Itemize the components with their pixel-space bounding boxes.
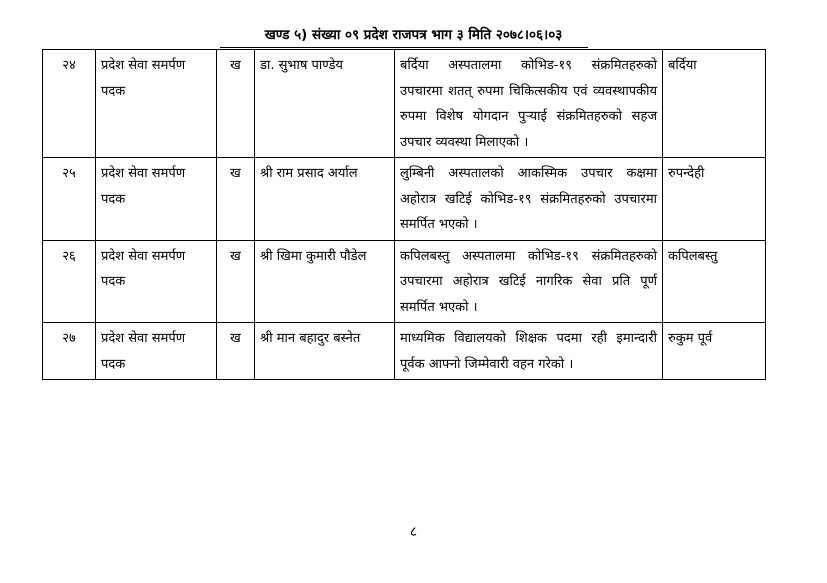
district-cell: बर्दिया — [663, 50, 766, 158]
header-rule — [220, 47, 588, 48]
contribution-cell: बर्दिया अस्पतालमा कोभिड-१९ संक्रमितहरुको उपचारमा शतत् रुपमा चिकित्सकीय एवं व्यवस्थापकीय रुपमा विशेष योगदान पुऱ्याई संक्रमितहरुको सहज उपचार व्यवस्था मिलाएको । — [395, 50, 663, 158]
contribution-cell: माध्यमिक विद्यालयको शिक्षक पदमा रही इमान्दारी पूर्वक आफ्नो जिम्मेवारी वहन गरेको । — [395, 323, 663, 380]
award-name-cell: प्रदेश सेवा समर्पण पदक — [96, 158, 217, 241]
award-level-cell: ख — [217, 240, 255, 323]
district-cell: रुकुम पूर्व — [663, 323, 766, 380]
page-number: ८ — [409, 524, 418, 540]
recipient-name-cell: श्री मान बहादुर बस्नेत — [255, 323, 395, 380]
award-table — [42, 49, 766, 380]
recipient-name-cell: डा. सुभाष पाण्डेय — [255, 50, 395, 158]
award-level-cell: ख — [217, 158, 255, 241]
serial-number-cell: २७ — [43, 323, 96, 380]
district-cell: कपिलबस्तु — [663, 240, 766, 323]
table-row — [43, 50, 766, 158]
recipient-name-cell: श्री खिमा कुमारी पौडेल — [255, 240, 395, 323]
serial-number-cell: २६ — [43, 240, 96, 323]
award-level-cell: ख — [217, 50, 255, 158]
serial-number-cell: २४ — [43, 50, 96, 158]
table-row — [43, 240, 766, 323]
table-row — [43, 158, 766, 241]
recipient-name-cell: श्री राम प्रसाद अर्याल — [255, 158, 395, 241]
serial-number-cell: २५ — [43, 158, 96, 241]
award-name-cell: प्रदेश सेवा समर्पण पदक — [96, 50, 217, 158]
award-name-cell: प्रदेश सेवा समर्पण पदक — [96, 240, 217, 323]
award-name-cell: प्रदेश सेवा समर्पण पदक — [96, 323, 217, 380]
table-row — [43, 323, 766, 380]
page-header: खण्ड ५) संख्या ०९ प्रदेश राजपत्र भाग ३ मिति २०७८।०६।०३ — [264, 27, 563, 43]
award-level-cell: ख — [217, 323, 255, 380]
contribution-cell: लुम्बिनी अस्पतालको आकस्मिक उपचार कक्षमा अहोरात्र खटिई कोभिड-१९ संक्रमितहरुको उपचारमा समर्पित भएको । — [395, 158, 663, 241]
district-cell: रुपन्देही — [663, 158, 766, 241]
contribution-cell: कपिलबस्तु अस्पतालमा कोभिड-१९ संक्रमितहरुको उपचारमा अहोरात्र खटिई नागरिक सेवा प्रति पूर्ण समर्पित भएको । — [395, 240, 663, 323]
